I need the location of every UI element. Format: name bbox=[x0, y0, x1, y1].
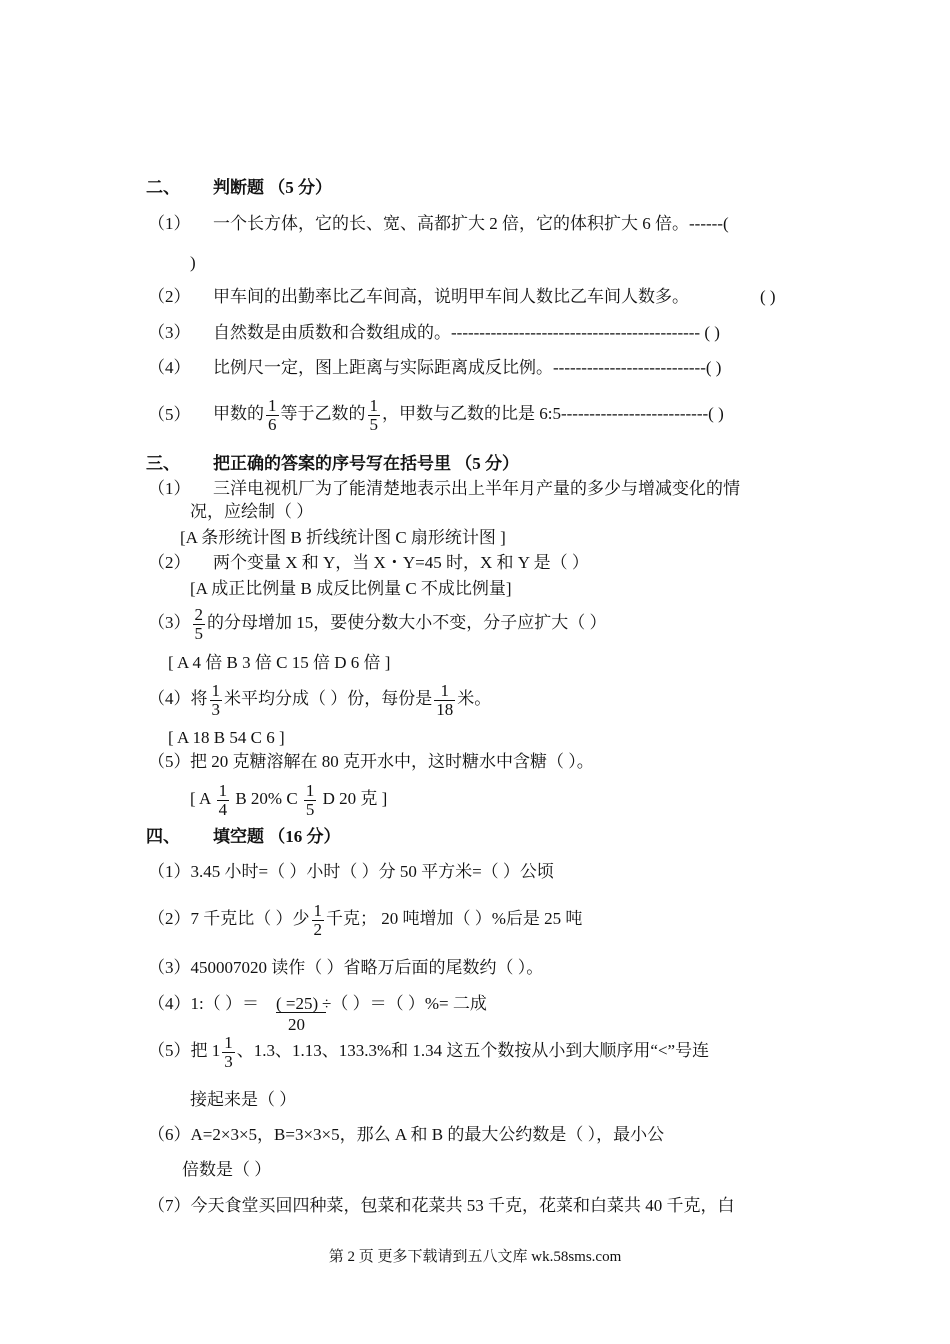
fraction-mixed-one-third: $\frac{1}{3}$ bbox=[224, 1032, 233, 1071]
s4-q6-continuation: 倍数是（ ） bbox=[182, 1160, 272, 1179]
fraction-one-fifth: $\frac{1}{5}$ bbox=[369, 395, 378, 434]
s3-q1-number: （1） bbox=[148, 479, 191, 498]
section-3-heading: 把正确的答案的序号写在括号里 （5 分） bbox=[213, 454, 519, 473]
section-4-number: 四、 bbox=[146, 827, 180, 846]
s4-q3-text: （3）450007020 读作（ ）省略万后面的尾数约（ ）。 bbox=[148, 958, 544, 977]
s2-q1-text: 一个长方体，它的长、宽、高都扩大 2 倍，它的体积扩大 6 倍。------( bbox=[213, 214, 729, 233]
s2-q2-number: （2） bbox=[148, 287, 191, 306]
page-footer: 第 2 页 更多下载请到五八文库 wk.58sms.com bbox=[328, 1249, 622, 1265]
s4-q4-overlap-text: ( =25) bbox=[276, 994, 319, 1013]
s4-q4-part-a: （4）1:（ ）＝ bbox=[148, 994, 259, 1013]
s3-q4-part-c: 米。 bbox=[457, 689, 492, 708]
s3-q4-options: [ A 18 B 54 C 6 ] bbox=[168, 728, 285, 747]
s2-q2-answer-paren: ( ) bbox=[760, 287, 776, 306]
s3-q1-options: [A 条形统计图 B 折线统计图 C 扇形统计图 ] bbox=[180, 528, 506, 547]
section-3-number: 三、 bbox=[146, 454, 180, 473]
fraction-one-eighteenth: $\frac{1}{18}$ bbox=[436, 680, 454, 719]
s3-q5-text: 把 20 克糖溶解在 80 克开水中，这时糖水中含糖（ ）。 bbox=[190, 752, 594, 771]
s3-q5-number: （5） bbox=[148, 752, 191, 771]
s2-q5-text bbox=[213, 386, 724, 442]
s4-q1-text: （1）3.45 小时=（ ）小时（ ）分 50 平方米=（ ）公顷 bbox=[148, 862, 554, 881]
s3-q1-continuation: 况，应绘制（ ） bbox=[190, 502, 314, 521]
s3-q5-option-d: D 20 克 ] bbox=[322, 789, 388, 808]
s4-q4-fraction-bar bbox=[276, 1012, 326, 1013]
s4-q5-part-b: 、1.3、1.13、133.3%和 1.34 这五个数按从小到大顺序用“<”号连 bbox=[236, 1041, 710, 1060]
s3-q4-part-b: 米平均分成（ ）份，每份是 bbox=[224, 689, 433, 708]
s3-q3-options: [ A 4 倍 B 3 倍 C 15 倍 D 6 倍 ] bbox=[168, 653, 391, 672]
s2-q4-number: （4） bbox=[148, 358, 191, 377]
s2-q3-number: （3） bbox=[148, 323, 191, 342]
s2-q5-part-c: ，甲数与乙数的比是 6:5--------------------------( ) bbox=[382, 404, 724, 423]
s4-q4-part-b: ÷（ ）＝（ ）%= 二成 bbox=[322, 994, 487, 1013]
s3-q5-option-a: [ A bbox=[190, 789, 211, 808]
s2-q5-number: （5） bbox=[148, 405, 191, 424]
fraction-two-fifths: $\frac{2}{5}$ bbox=[194, 604, 203, 643]
s4-q5-text bbox=[148, 1028, 709, 1074]
s3-q4-part-a: 将 bbox=[190, 689, 208, 708]
section-4-heading: 填空题 （16 分） bbox=[213, 827, 341, 846]
s4-q5-part-a: （5）把 1 bbox=[148, 1041, 221, 1060]
s3-q1-text: 三洋电视机厂为了能清楚地表示出上半年月产量的多少与增减变化的情 bbox=[213, 479, 740, 498]
s4-q2-part-b: 千克； 20 吨增加（ ）%后是 25 吨 bbox=[326, 909, 583, 928]
s4-q6-text: （6）A=2×3×5，B=3×3×5，那么 A 和 B 的最大公约数是（ ），最小公 bbox=[148, 1125, 665, 1144]
s2-q5-part-b: 等于乙数的 bbox=[280, 404, 366, 423]
s3-q2-text: 两个变量 X 和 Y，当 X・Y=45 时，X 和 Y 是（ ） bbox=[213, 553, 589, 572]
s3-q2-number: （2） bbox=[148, 553, 191, 572]
s3-q3-text bbox=[148, 600, 607, 646]
fraction-one-quarter: $\frac{1}{4}$ bbox=[218, 780, 228, 819]
section-2-number: 二、 bbox=[146, 178, 180, 197]
s2-q5-part-a: 甲数的 bbox=[213, 404, 264, 423]
s4-q7-text: （7）今天食堂买回四种菜，包菜和花菜共 53 千克，花菜和白菜共 40 千克，白 bbox=[148, 1196, 735, 1215]
s4-q2-text bbox=[148, 896, 582, 942]
s2-q3-text: 自然数是由质数和合数组成的。-------------------------------------------- ( ) bbox=[213, 323, 720, 342]
s4-q5-continuation: 接起来是（ ） bbox=[190, 1090, 297, 1109]
s3-q3-body: 的分母增加 15，要使分数大小不变，分子应扩大（ ） bbox=[207, 613, 607, 632]
fraction-one-fifth-option: $\frac{1}{5}$ bbox=[305, 780, 315, 819]
s3-q2-options: [A 成正比例量 B 成反比例量 C 不成比例量] bbox=[190, 579, 512, 598]
s2-q1-continuation: ) bbox=[190, 253, 196, 272]
s3-q4-number: （4） bbox=[148, 689, 191, 708]
fraction-one-half: $\frac{1}{2}$ bbox=[313, 900, 322, 939]
s3-q5-options bbox=[190, 776, 387, 822]
section-2-heading: 判断题 （5 分） bbox=[213, 178, 332, 197]
s2-q4-text: 比例尺一定，图上距离与实际距离成反比例。---------------------------( ) bbox=[213, 358, 722, 377]
s2-q2-text: 甲车间的出勤率比乙车间高，说明甲车间人数比乙车间人数多。 bbox=[213, 287, 689, 306]
s3-q5-option-b-c: B 20% C bbox=[235, 789, 298, 808]
s4-q2-part-a: （2）7 千克比（ ）少 bbox=[148, 909, 310, 928]
s3-q4-text bbox=[148, 676, 491, 722]
fraction-one-third: $\frac{1}{3}$ bbox=[211, 680, 220, 719]
s3-q3-number: （3） bbox=[148, 613, 191, 632]
fraction-one-sixth: $\frac{1}{6}$ bbox=[268, 395, 277, 434]
s4-q4-denominator: 20 bbox=[288, 1015, 305, 1034]
s2-q1-number: （1） bbox=[148, 214, 191, 233]
